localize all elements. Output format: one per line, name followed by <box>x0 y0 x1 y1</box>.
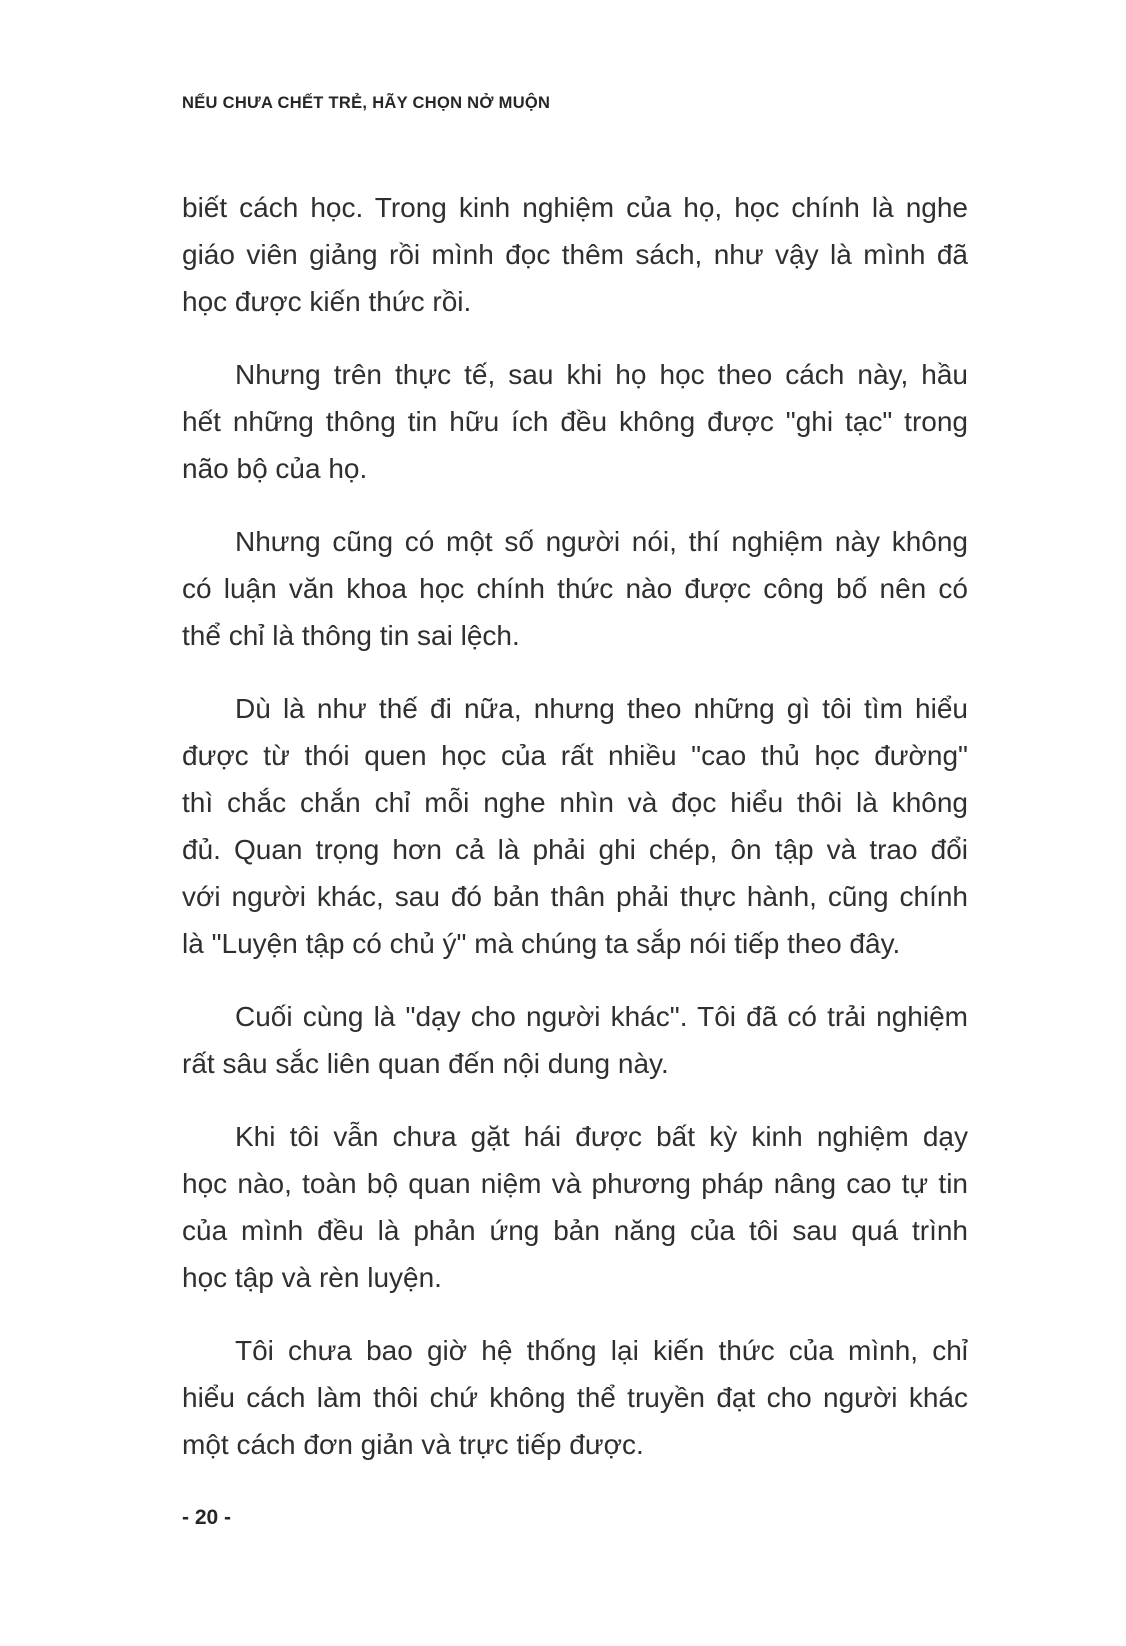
paragraph <box>182 184 968 325</box>
paragraph <box>182 1113 968 1301</box>
text-line: học nào, toàn bộ quan niệm và phương pháp nâng cao tự tin <box>182 1168 968 1199</box>
text-line: biết cách học. Trong kinh nghiệm của họ, học chính là nghe <box>182 192 968 223</box>
text-line: rất sâu sắc liên quan đến nội dung này. <box>182 1048 669 1079</box>
paragraph <box>182 685 968 967</box>
text-line: học tập và rèn luyện. <box>182 1262 442 1293</box>
text-line: Cuối cùng là "dạy cho người khác". Tôi đã có trải nghiệm <box>235 1001 968 1032</box>
paragraph <box>182 351 968 492</box>
paragraph <box>182 993 968 1087</box>
text-line: Dù là như thế đi nữa, nhưng theo những gì tôi tìm hiểu <box>235 693 968 724</box>
text-line: hết những thông tin hữu ích đều không được "ghi tạc" trong <box>182 406 968 437</box>
text-line: có luận văn khoa học chính thức nào được công bố nên có <box>182 573 968 604</box>
text-line: là "Luyện tập có chủ ý" mà chúng ta sắp nói tiếp theo đây. <box>182 928 901 959</box>
text-line: được từ thói quen học của rất nhiều "cao thủ học đường" <box>182 740 968 771</box>
text-line: hiểu cách làm thôi chứ không thể truyền đạt cho người khác <box>182 1382 968 1413</box>
text-line: thể chỉ là thông tin sai lệch. <box>182 620 520 651</box>
text-line: một cách đơn giản và trực tiếp được. <box>182 1429 644 1460</box>
paragraph <box>182 1327 968 1468</box>
text-line: Nhưng cũng có một số người nói, thí nghiệm này không <box>235 526 968 557</box>
text-line: Khi tôi vẫn chưa gặt hái được bất kỳ kinh nghiệm dạy <box>235 1121 968 1152</box>
page-number: - 20 - <box>182 1506 232 1529</box>
body-text <box>182 184 968 1494</box>
text-line: đủ. Quan trọng hơn cả là phải ghi chép, ôn tập và trao đổi <box>182 834 968 865</box>
running-header: NẾU CHƯA CHẾT TRẺ, HÃY CHỌN NỞ MUỘN <box>182 94 551 112</box>
text-line: Nhưng trên thực tế, sau khi họ học theo cách này, hầu <box>235 359 968 390</box>
text-line: thì chắc chắn chỉ mỗi nghe nhìn và đọc hiểu thôi là không <box>182 787 968 818</box>
text-line: Tôi chưa bao giờ hệ thống lại kiến thức của mình, chỉ <box>235 1335 968 1366</box>
text-line: não bộ của họ. <box>182 453 368 484</box>
text-line: học được kiến thức rồi. <box>182 286 472 317</box>
text-line: giáo viên giảng rồi mình đọc thêm sách, như vậy là mình đã <box>182 239 968 270</box>
text-line: của mình đều là phản ứng bản năng của tôi sau quá trình <box>182 1215 968 1246</box>
paragraph <box>182 518 968 659</box>
text-line: với người khác, sau đó bản thân phải thực hành, cũng chính <box>182 881 968 912</box>
